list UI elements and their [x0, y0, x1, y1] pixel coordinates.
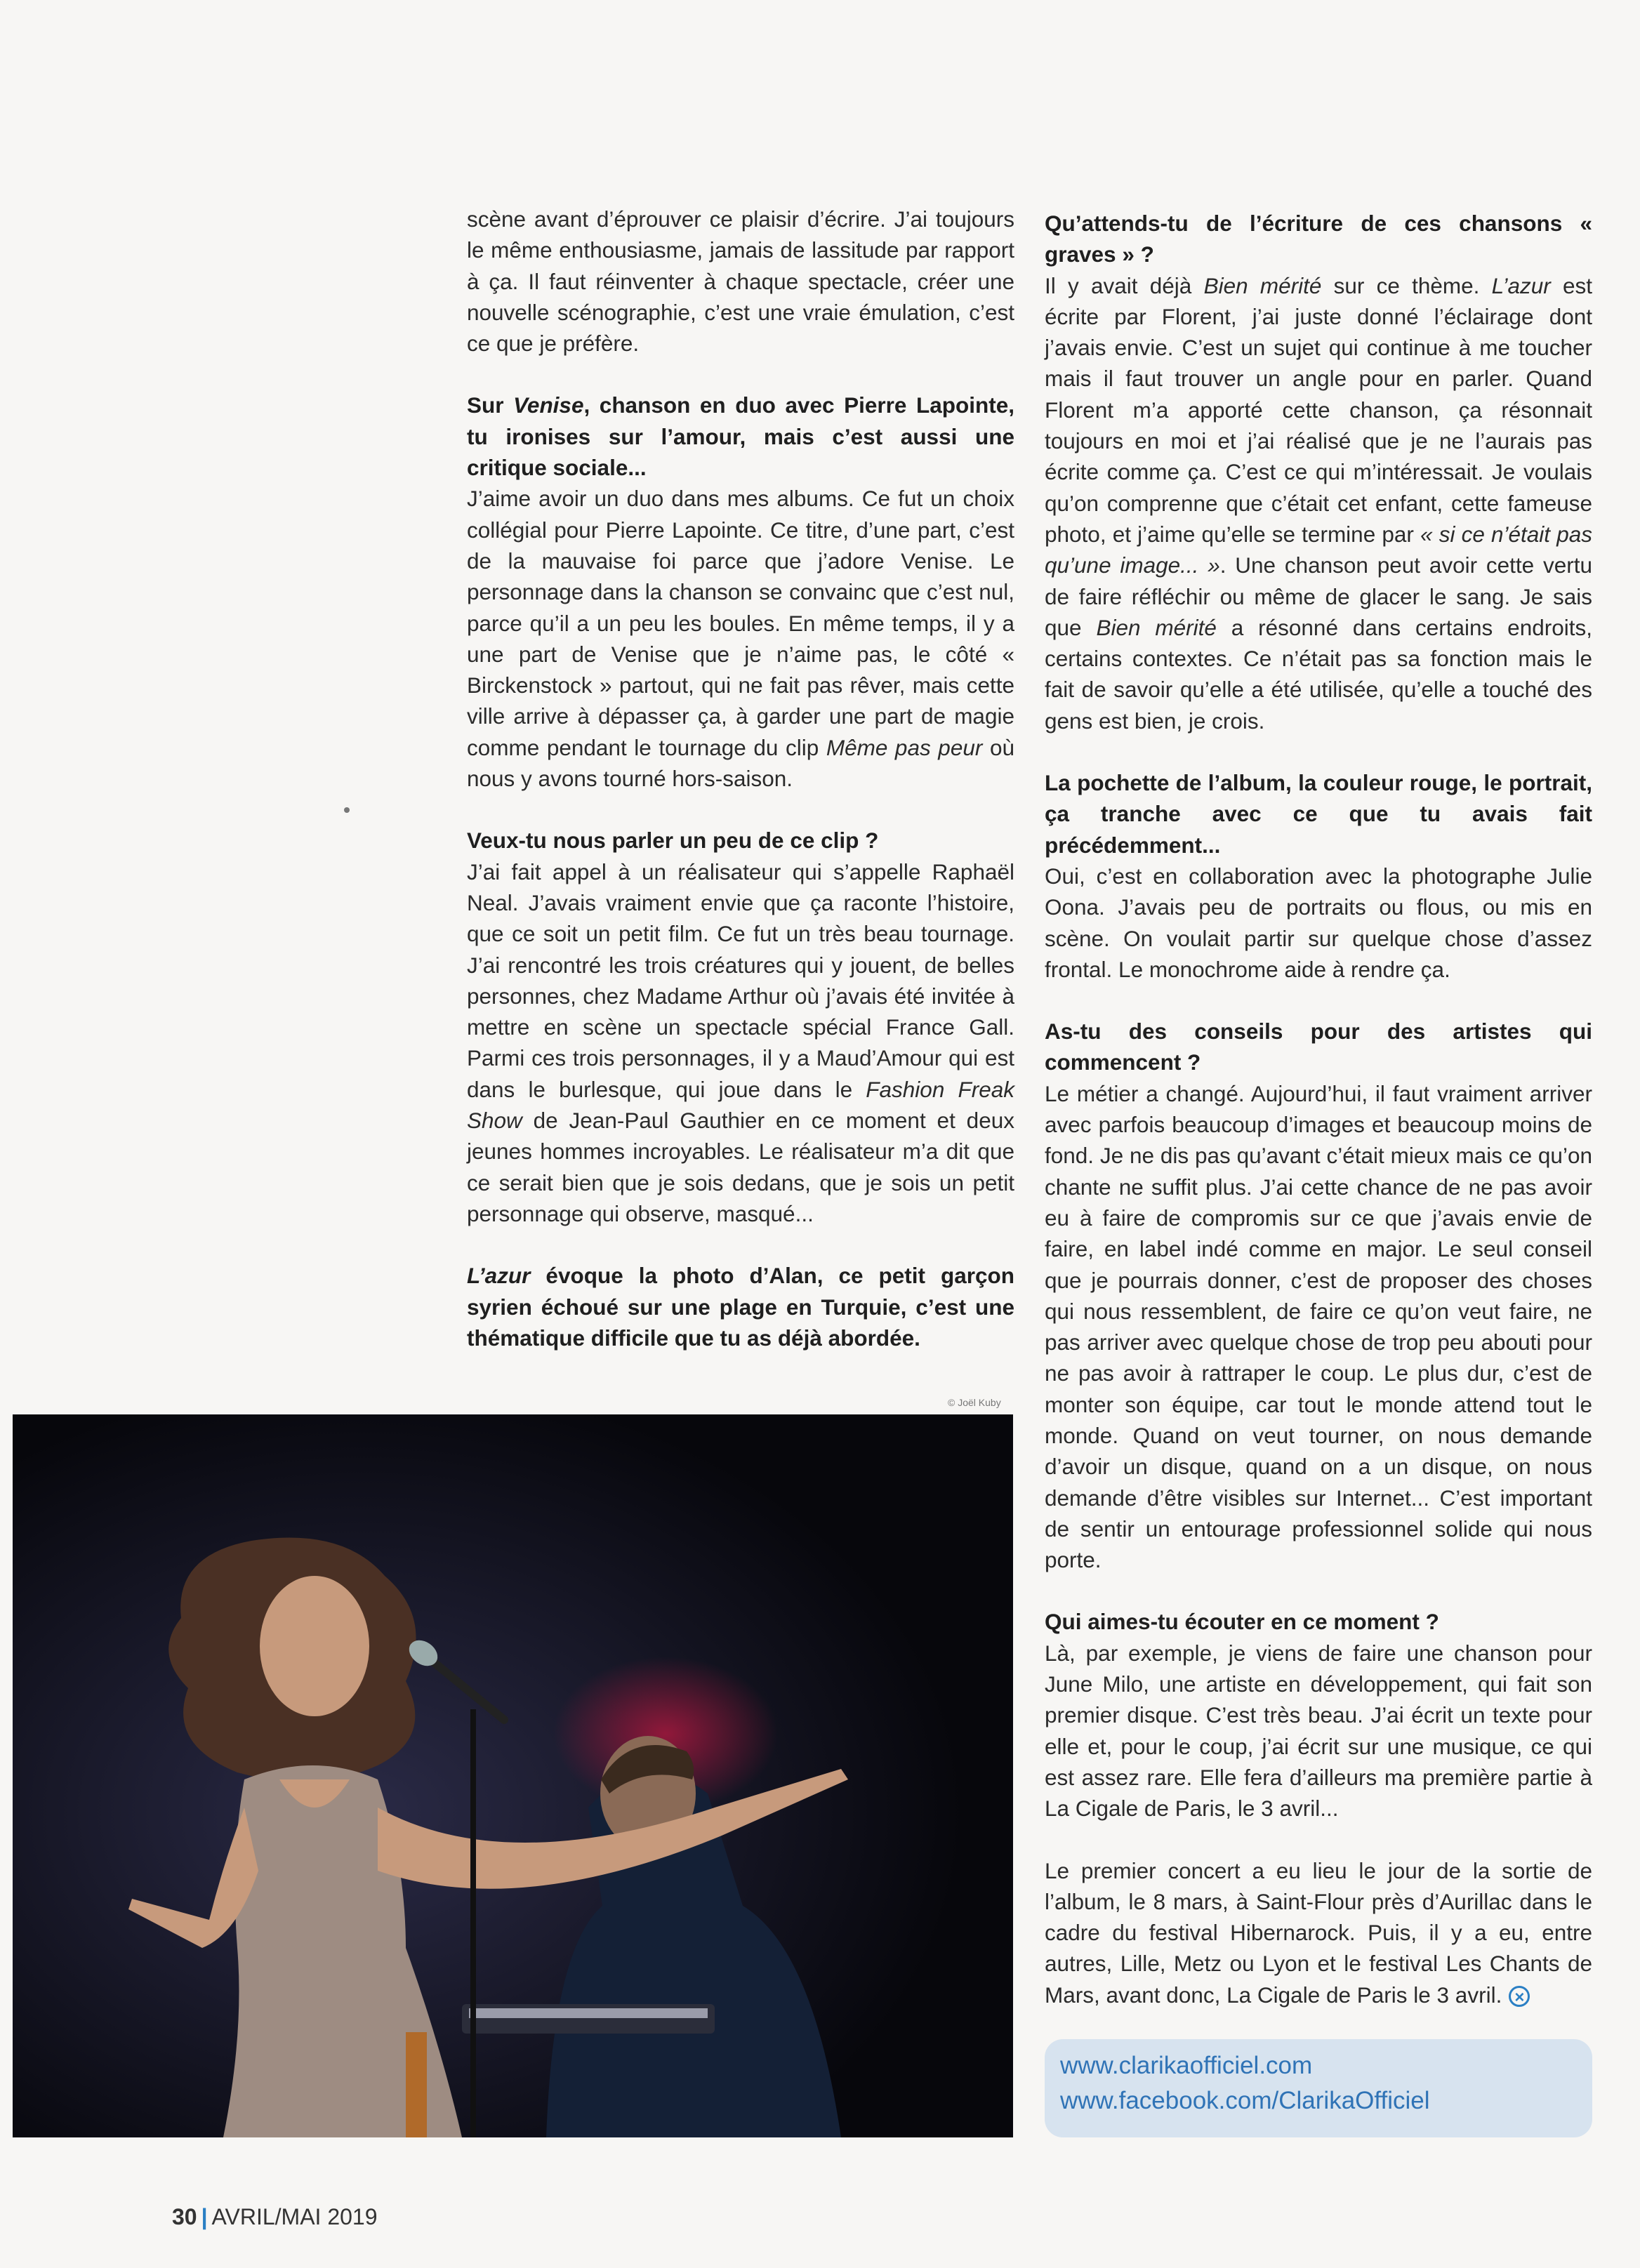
answer: Oui, c’est en collaboration avec la photographe Julie Oona. J’avais peu de portraits ou flous, ou mis en scène. On voulait partir sur quelque chose d’assez frontal. Le monochrome aide à rendre ça. — [1045, 863, 1592, 982]
concert-photo-illustration — [13, 1414, 1013, 2137]
folio-separator: | — [201, 2204, 208, 2229]
facebook-link[interactable]: www.facebook.com/ClarikaOfficiel — [1060, 2087, 1430, 2114]
answer: Il y avait déjà Bien mérité sur ce thème. L’azur est écrite par Florent, j’ai juste donné l’éclairage dont j’avais envie. C’est un sujet qui continue à me toucher mais il faut trouver un angle pour en parler. Quand Florent m’a apporté cette chanson, ça résonnait toujours en moi et j’ai réalisé que je ne l’aurais pas écrite comme ça. C’est ce qui m’intéressait. Je voulais qu’on comprenne que c’était cet enfant, cette fameuse photo, et j’aime qu’elle se termine par « si ce n’était pas qu’une image... ». Une chanson peut avoir cette vertu de faire réfléchir ou même de glacer le sang. Je sais que Bien mérité a résonné dans certains endroits, certains contextes. Ce n’était pas sa fonction mais le fait de savoir qu’elle a été utilisée, qu’elle a touché des gens est bien, je crois. — [1045, 272, 1592, 734]
question: Veux-tu nous parler un peu de ce clip ? — [467, 828, 879, 854]
website-link[interactable]: www.clarikaofficiel.com — [1060, 2052, 1313, 2079]
article-column-left — [467, 204, 1014, 1353]
page-folio — [172, 2204, 378, 2230]
concert-photo — [13, 1414, 1013, 2137]
photo-credit: © Joël Kuby — [948, 1397, 1001, 1408]
issue-date: AVRIL/MAI 2019 — [211, 2204, 378, 2229]
question: Qui aimes-tu écouter en ce moment ? — [1045, 1609, 1439, 1635]
question: As-tu des conseils pour des artistes qui commencent ? — [1045, 1019, 1592, 1075]
end-mark-icon: × — [1509, 1986, 1530, 2007]
answer: J’aime avoir un duo dans mes albums. Ce fut un choix collégial pour Pierre Lapointe. Ce titre, d’une part, c’est de la mauvaise foi parce que j’adore Venise. Le personnage dans la chanson se convainc que c’est nul, parce qu’il a un peu les boules. En même temps, il y a une part de Venise que je n’aime pas, le côté « Birckenstock » partout, qui ne fait pas rêver, mais cette ville arrive à dépasser ça, à garder une part de magie comme pendant le tournage du clip Même pas peur où nous y avons tourné hors-saison. — [467, 486, 1014, 792]
question: La pochette de l’album, la couleur rouge, le portrait, ça tranche avec ce que tu avais fait précédemment... — [1045, 770, 1592, 858]
article-column-right — [1045, 208, 1592, 2010]
question: Qu’attends-tu de l’écriture de ces chansons « graves » ? — [1045, 211, 1592, 267]
closing-paragraph: Le premier concert a eu lieu le jour de la sortie de l’album, le 8 mars, à Saint-Flour près d’Aurillac dans le cadre du festival Hibernarock. Puis, il y a eu, entre autres, Lille, Metz ou Lyon et le festival Les Chants de Mars, avant donc, La Cigale de Paris le 3 avril. × — [1045, 1857, 1592, 2008]
paragraph: scène avant d’éprouver ce plaisir d’écrire. J’ai toujours le même enthousiasme, jamais de lassitude par rapport à ça. Il faut réinventer à chaque spectacle, créer une nouvelle scénographie, c’est une vraie émulation, c’est ce que je préfère. — [467, 206, 1014, 357]
question: L’azur évoque la photo d’Alan, ce petit garçon syrien échoué sur une plage en Turquie, c’est une thématique difficile que tu as déjà abordée. — [467, 1263, 1014, 1351]
page-number: 30 — [172, 2204, 197, 2229]
links-box — [1045, 2039, 1592, 2137]
answer: J’ai fait appel à un réalisateur qui s’appelle Raphaël Neal. J’avais vraiment envie que ça raconte l’histoire, que ce soit un petit film. Ce fut un très beau tournage. J’ai rencontré les trois créatures qui y jouent, de belles personnes, chez Madame Arthur où j’avais été invitée à mettre en scène un spectacle spécial France Gall. Parmi ces trois personnages, il y a Maud’Amour qui est dans le burlesque, qui joue dans le Fashion Freak Show de Jean-Paul Gauthier en ce moment et deux jeunes hommes incroyables. Le réalisateur m’a dit que ce serait bien que je sois dedans, que je sois un petit personnage qui observe, masqué... — [467, 858, 1014, 1226]
answer: Le métier a changé. Aujourd’hui, il faut vraiment arriver avec parfois beaucoup d’images et beaucoup moins de fond. Je ne dis pas qu’avant c’était mieux mais ce qu’on chante ne suffit plus. J’ai cette chance de ne pas avoir eu à faire de compromis sur ce que j’avais envie de faire, en label indé comme en major. Le seul conseil que je pourrais donner, c’est de proposer des choses qui nous ressemblent, de faire ce qu’on veut faire, ne pas arriver avec quelque chose de trop peu abouti pour ne pas avoir à rattraper le coup. Le plus dur, c’est de monter son équipe, car tout le monde attend tout le monde. Quand on veut tourner, on nous demande d’avoir un disque, quand on a un disque, on nous demande d’être visibles sur Internet... C’est important de sentir un entourage professionnel solide qui nous porte. — [1045, 1080, 1592, 1573]
question: Sur Venise, chanson en duo avec Pierre Lapointe, tu ironises sur l’amour, mais c’est aussi une critique sociale... — [467, 392, 1014, 481]
stray-dot — [344, 807, 350, 813]
answer: Là, par exemple, je viens de faire une chanson pour June Milo, une artiste en développement, qui fait son premier disque. C’est très beau. J’ai écrit un texte pour elle et, pour le coup, j’ai écrit sur une musique, ce qui est assez rare. Elle fera d’ailleurs ma première partie à La Cigale de Paris, le 3 avril... — [1045, 1640, 1592, 1822]
